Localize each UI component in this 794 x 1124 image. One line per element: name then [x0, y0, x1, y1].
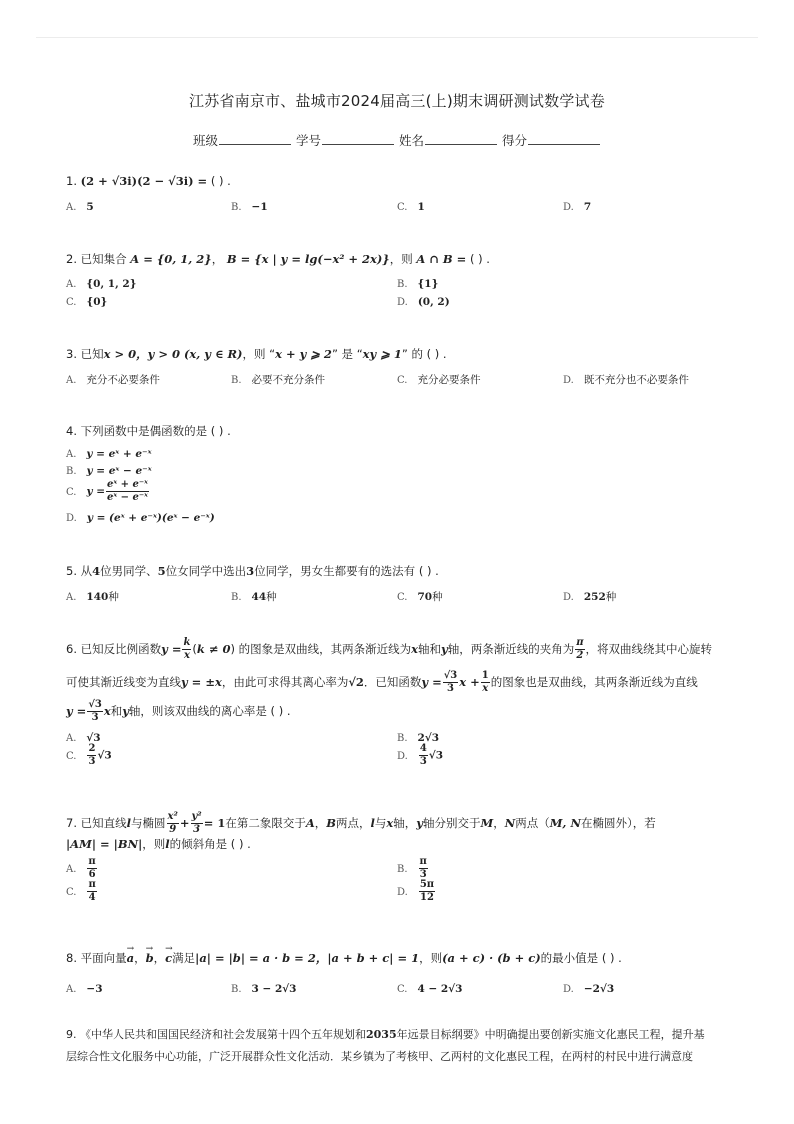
- question-6-line-2: 可使其渐近线变为直线y = ±x，由此可求得其离心率为√2．已知函数y = $\frac{√3}{3}$ x + $\frac{1}{x}$ 的图象也是双曲线，其两条渐近线为直线: [66, 670, 698, 694]
- q8-option-d[interactable]: D. −2√3: [563, 983, 615, 995]
- q8-option-a[interactable]: A. −3: [66, 983, 103, 995]
- class-blank[interactable]: [219, 132, 291, 145]
- q1-expression: (2 + √3i)(2 − √3i) =: [80, 174, 208, 188]
- class-label: 班级: [192, 133, 218, 148]
- question-8-stem: 8. 平面向量→ a，→ b，→ c满足|a| = |b| = a · b = 2，|a + b + c| = 1，则(a + c) · (b + c)的最小值是 ( ) .: [66, 950, 754, 966]
- q2-option-a[interactable]: A. {0, 1, 2}: [66, 278, 137, 290]
- question-6-line-3: y = $\frac{√3}{3}$ x和y轴，则该双曲线的离心率是 ( ) .: [66, 699, 291, 723]
- q1-option-d[interactable]: D. 7: [563, 201, 592, 213]
- name-blank[interactable]: [425, 132, 497, 145]
- q6-option-b[interactable]: B. 2√3: [397, 732, 440, 744]
- q8-option-c[interactable]: C. 4 − 2√3: [397, 983, 463, 995]
- score-blank[interactable]: [528, 132, 600, 145]
- q4-option-c[interactable]: C. y = $\frac{\text{eˣ + e⁻ˣ}}{\text{eˣ − e⁻ˣ}}$: [66, 479, 148, 503]
- q6-option-a[interactable]: A. √3: [66, 732, 101, 744]
- page-title: 江苏省南京市、盐城市2024届高三(上)期末调研测试数学试卷: [189, 92, 605, 110]
- question-1-stem: 1. (2 + √3i)(2 − √3i) = ( ) .: [66, 174, 231, 188]
- name-label: 姓名: [398, 133, 424, 148]
- q1-option-a[interactable]: A. 5: [66, 201, 94, 213]
- q6-option-c[interactable]: C. $\frac{2}{3}$ √3: [66, 743, 112, 767]
- q7-option-d[interactable]: D. $\frac{5\pi}{12}$: [397, 879, 435, 903]
- q7-option-b[interactable]: B. $\frac{\pi}{3}$: [397, 856, 427, 880]
- student-id-label: 学号: [295, 133, 321, 148]
- q1-option-b[interactable]: B. −1: [231, 201, 268, 213]
- q4-option-d[interactable]: D. y = (eˣ + e⁻ˣ)(eˣ − e⁻ˣ): [66, 512, 215, 524]
- q7-option-c[interactable]: C. $\frac{\pi}{4}$: [66, 879, 96, 903]
- score-label: 得分: [501, 133, 527, 148]
- q3-option-c[interactable]: C. 充分必要条件: [397, 374, 481, 386]
- question-9-line-1: 9. 《中华人民共和国国民经济和社会发展第十四个五年规划和2035年远景目标纲要》中明确提出要创新实施文化惠民工程，提升基: [66, 1028, 705, 1041]
- q4-option-b[interactable]: B. y = eˣ − e⁻ˣ: [66, 465, 152, 477]
- q6-option-d[interactable]: D. $\frac{4}{3}$ √3: [397, 743, 444, 767]
- q7-option-a[interactable]: A. $\frac{\pi}{6}$: [66, 856, 96, 880]
- q3-option-d[interactable]: D. 既不充分也不必要条件: [563, 374, 689, 386]
- q2-option-d[interactable]: D. (0, 2): [397, 296, 450, 308]
- q5-option-b[interactable]: B. 44种: [231, 591, 277, 603]
- question-4-stem: 4. 下列函数中是偶函数的是 ( ) .: [66, 424, 231, 438]
- question-9-line-2: 层综合性文化服务中心功能，广泛开展群众性文化活动．某乡镇为了考核甲、乙两村的文化惠民工程，在两村的村民中进行满意度: [66, 1050, 693, 1063]
- q3-option-a[interactable]: A. 充分不必要条件: [66, 374, 160, 386]
- q5-option-d[interactable]: D. 252种: [563, 591, 617, 603]
- q4-option-a[interactable]: A. y = eˣ + e⁻ˣ: [66, 448, 152, 460]
- header-divider: [36, 37, 758, 38]
- question-3-stem: 3. 已知x > 0，y > 0 (x, y ∈ R)，则 “x + y ⩾ 2” 是 “xy ⩾ 1” 的 ( ) .: [66, 347, 447, 361]
- student-id-blank[interactable]: [322, 132, 394, 145]
- question-5-stem: 5. 从4位男同学、5位女同学中选出3位同学，男女生都要有的选法有 ( ) .: [66, 564, 439, 578]
- student-info-line: [0, 131, 794, 149]
- q1-option-c[interactable]: C. 1: [397, 201, 425, 213]
- q5-option-c[interactable]: C. 70种: [397, 591, 443, 603]
- q2-option-b[interactable]: B. {1}: [397, 278, 439, 290]
- question-7-line-1: 7. 已知直线l与椭圆 $\frac{\text{x²}}{9}$ + $\frac{\text{y²}}{3}$ = 1在第二象限交于A，B两点，l与x轴，y轴分别交于M，N两点（M, N在椭圆外），若: [66, 811, 656, 835]
- question-7-line-2: |AM| = |BN|，则l的倾斜角是 ( ) .: [66, 837, 251, 851]
- q8-option-b[interactable]: B. 3 − 2√3: [231, 983, 297, 995]
- q3-option-b[interactable]: B. 必要不充分条件: [231, 374, 326, 386]
- q5-option-a[interactable]: A. 140种: [66, 591, 119, 603]
- question-2-stem: 2. 已知集合 A = {0, 1, 2}， B = {x | y = lg(−x² + 2x)}，则 A ∩ B = ( ) .: [66, 252, 490, 266]
- q2-option-c[interactable]: C. {0}: [66, 296, 108, 308]
- question-6-line-1: 6. 已知反比例函数y = $\frac{k}{x}$ (k ≠ 0) 的图象是双曲线，其两条渐近线为x轴和y轴，两条渐近线的夹角为 $\frac{\pi}{2}$ ，将双曲线绕其中心旋转: [66, 637, 713, 661]
